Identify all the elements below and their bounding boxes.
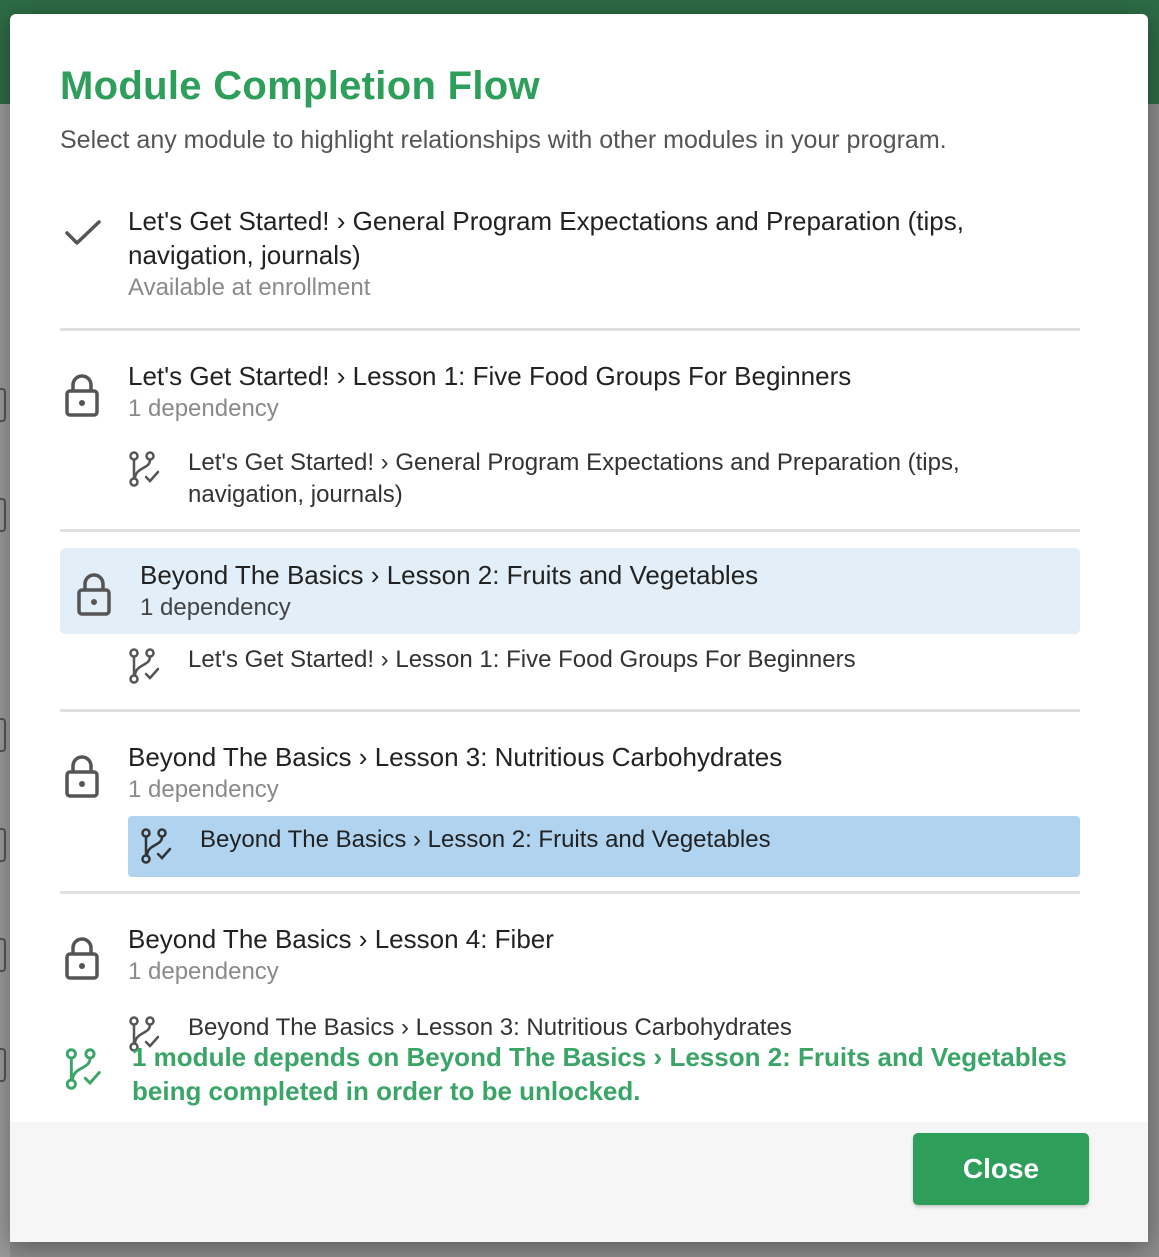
module-completion-flow-dialog <box>10 14 1148 1242</box>
module-title: Let's Get Started! › Lesson 1: Five Food Groups For Beginners <box>128 361 852 391</box>
dependency-label: Beyond The Basics › Lesson 3: Nutritious Carbohydrates <box>188 1014 792 1041</box>
lock-icon <box>72 558 140 616</box>
module-item-selected[interactable] <box>60 529 1080 709</box>
module-header[interactable] <box>60 712 1080 816</box>
dependency-label: Beyond The Basics › Lesson 2: Fruits and Vegetables <box>200 826 771 853</box>
module-header[interactable] <box>60 194 1080 314</box>
module-title: Let's Get Started! › General Program Expectations and Preparation (tips, navigation, journals) <box>128 206 964 270</box>
background-control <box>0 938 6 972</box>
check-icon <box>60 204 128 248</box>
background-control <box>0 498 6 532</box>
branch-check-icon <box>128 447 188 492</box>
module-item[interactable] <box>60 891 1080 1063</box>
module-item[interactable] <box>60 328 1080 529</box>
dependency-item[interactable] <box>128 634 1080 709</box>
lock-icon <box>60 359 128 417</box>
dependency-item-highlighted[interactable] <box>128 816 1080 877</box>
module-title: Beyond The Basics › Lesson 2: Fruits and Vegetables <box>140 560 759 590</box>
dependency-item[interactable] <box>128 435 1080 529</box>
module-header[interactable] <box>60 894 1080 998</box>
lock-icon <box>60 922 128 980</box>
background-control <box>0 388 6 422</box>
module-title: Beyond The Basics › Lesson 3: Nutritious Carbohydrates <box>128 742 783 772</box>
module-list[interactable] <box>60 194 1080 1041</box>
background-app-strip <box>0 104 10 1257</box>
branch-check-icon <box>128 644 188 689</box>
branch-check-icon <box>60 1040 132 1095</box>
dependency-notice <box>60 1040 1100 1108</box>
module-status: Available at enrollment <box>128 274 371 301</box>
background-control <box>0 718 6 752</box>
module-status: 1 dependency <box>128 958 279 985</box>
module-header[interactable] <box>60 331 1080 435</box>
module-status: 1 dependency <box>140 594 291 621</box>
module-item[interactable] <box>60 709 1080 877</box>
module-status: 1 dependency <box>128 395 279 422</box>
dialog-subtitle: Select any module to highlight relationships with other modules in your program. <box>60 126 947 154</box>
dependency-label: Let's Get Started! › Lesson 1: Five Food Groups For Beginners <box>188 646 856 673</box>
module-header-selected[interactable] <box>60 548 1080 634</box>
background-control <box>0 828 6 862</box>
dependency-notice-text: 1 module depends on Beyond The Basics › Lesson 2: Fruits and Vegetables being completed in order to be unlocked. <box>132 1042 1067 1106</box>
module-status: 1 dependency <box>128 776 279 803</box>
module-title: Beyond The Basics › Lesson 4: Fiber <box>128 924 554 954</box>
close-button[interactable]: Close <box>913 1133 1089 1205</box>
dialog-title: Module Completion Flow <box>60 64 540 108</box>
lock-icon <box>60 740 128 798</box>
background-control <box>0 1048 6 1082</box>
branch-check-icon <box>140 824 200 869</box>
dependency-label: Let's Get Started! › General Program Expectations and Preparation (tips, navigation, journals) <box>188 449 960 508</box>
module-item[interactable] <box>60 194 1080 328</box>
